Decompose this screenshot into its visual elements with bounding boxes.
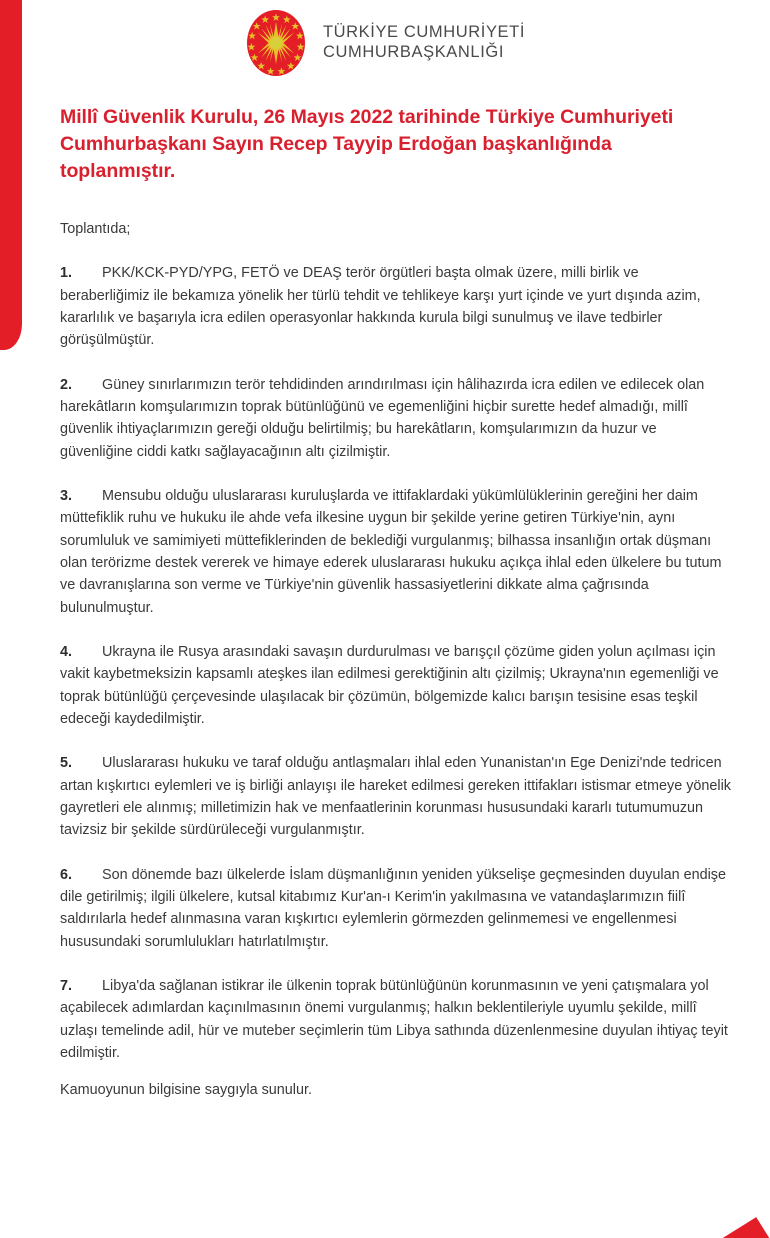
intro-text: Toplantıda; [60,220,131,237]
item-number: 4. [60,643,73,660]
list-item [60,485,732,619]
item-text: Güney sınırlarımızın terör tehdidinden arındırılması için hâlihazırda icra edilen ve edilecek olan harekâtların komşularımızın toprak bütünlüğünü ve egemenliğini hiçbir surette hedef almadığı, millî güvenlik ihtiyaçlarımızın gereği olduğu belirtilmiş; bu harekâtların, komşularımızın da huzur ve güvenliğine ciddi katkı sağlayacağının altı çizilmiştir. [60,376,705,460]
bottom-right-red-accent [716,1194,770,1238]
item-number: 1. [60,265,73,282]
list-item [60,374,732,463]
item-text: PKK/KCK-PYD/YPG, FETÖ ve DEAŞ terör örgütleri başta olmak üzere, milli birlik ve beraberliğimiz ile bekamıza yönelik her türlü tehdit ve tehlikeye karşı yurt içinde ve yurt dışında azim, kararlılık ve başarıyla icra edilen operasyonlar hakkında kurula bilgi sunulmuş ve ilave tedbirler görüşülmüştür. [60,265,701,349]
item-text: Son dönemde bazı ülkelerde İslam düşmanlığının yeniden yükselişe geçmesinden duyulan endişe dile getirilmiş; ilgili ülkelere, kutsal kitabımız Kur'an-ı Kerim'in yakılmasına ve vatandaşlarımızın fiilî saldırılarla hedef alınmasına varan kışkırtıcı eylemlerin görmezden gelinmemesi ve engellenmesi hususundaki sorumlulukları hatırlatılmıştır. [60,866,726,950]
turkish-presidency-seal-icon [245,8,307,78]
item-text: Uluslararası hukuku ve taraf olduğu antlaşmaları ihlal eden Yunanistan'ın Ege Denizi'nde tedricen artan kışkırtıcı eylemleri ve iş birliği anlayışı ile hareket edilmesi gereken ittifakları istismar etmeye yönelik gayretleri ele alınmış; milletimizin hak ve menfaatlerinin korunması hususundaki kararlı tutumumuzun tavizsiz bir şekilde sürdürüleceği vurgulanmıştır. [60,755,732,839]
header-title-line-1: TÜRKİYE CUMHURİYETİ [322,22,526,41]
item-text: Mensubu olduğu uluslararası kuruluşlarda ve ittifaklardaki yükümlülüklerinin gereğini her daim müttefiklik ruhu ve hukuku ile ahde vefa ilkesine uygun bir şekilde yerine getiren Türkiye'nin, aynı sorumluluk ve samimiyeti müttefiklerinden de beklediği vurgulanmış; bilhassa insanlığın ortak düşmanı olan terörizme destek vererek ve himaye ederek uluslararası hukuku açıkça ihlal eden ülkelere bu tutum ve davranışlarına son verme ve Türkiye'nin güvenlik hassasiyetlerini dikkate alma çağrısında bulunulmuştur. [60,487,722,616]
list-item [60,864,732,953]
page-title: Millî Güvenlik Kurulu, 26 Mayıs 2022 tarihinde Türkiye Cumhuriyeti Cumhurbaşkanı Sayın Recep Tayyip Erdoğan başkanlığında toplanmıştır. [60,106,674,182]
list-item [60,262,732,351]
document-body [0,104,770,1101]
list-item [60,752,732,841]
item-number: 2. [60,376,73,393]
list-item [60,975,732,1064]
item-number: 5. [60,755,73,772]
item-text: Libya'da sağlanan istikrar ile ülkenin toprak bütünlüğünün korunmasının ve yeni çatışmalara yol açabilecek adımlardan kaçınılmasının önemi vurgulanmış; halkın beklentileriyle uyumlu şekilde, millî uzlaşı temelinde adil, hür ve muteber seçimlerin tüm Libya sathında düzenlenmesine duyulan ihtiyaç teyit edilmiştir. [60,977,728,1061]
item-number: 3. [60,487,73,504]
item-number: 6. [60,866,73,883]
left-red-accent-bar [0,0,22,350]
item-number: 7. [60,977,73,994]
header-title-line-2: CUMHURBAŞKANLIĞI [322,43,504,61]
closing-text: Kamuoyunun bilgisine saygıyla sunulur. [60,1081,312,1098]
item-text: Ukrayna ile Rusya arasındaki savaşın durdurulması ve barışçıl çözüme giden yolun açılması için vakit kaybetmeksizin kapsamlı ateşkes ilan edilmesi gerektiğinin altı çizilmiş; Ukrayna'nın egemenliği ve toprak bütünlüğü çerçevesinde ulaşılacak bir çözümün, bölgemizde kalıcı barışın tesisine esas teşkil edeceği kaydedilmiştir. [60,643,719,727]
header-title-block [323,22,525,64]
list-item [60,641,732,730]
document-header [0,0,770,78]
